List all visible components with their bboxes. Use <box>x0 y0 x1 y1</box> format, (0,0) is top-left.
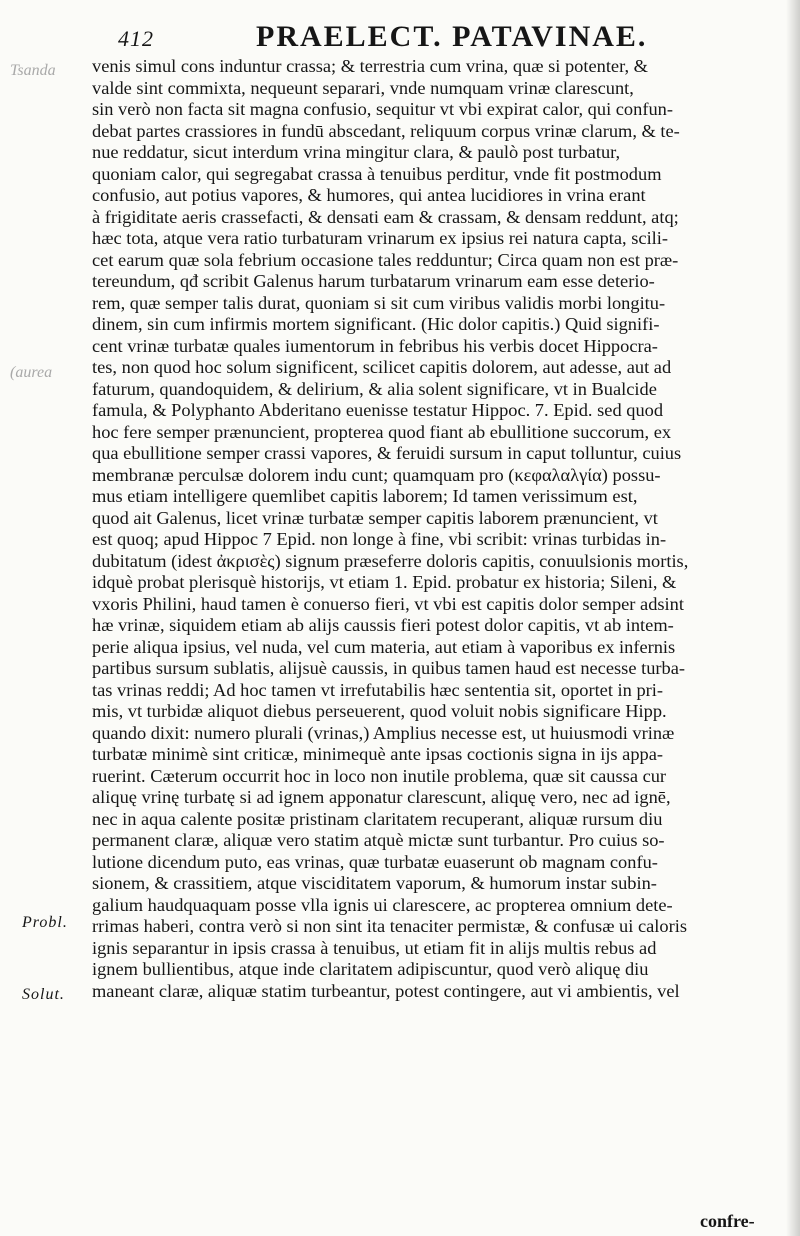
catchword: confre- <box>700 1211 755 1231</box>
text-line: lutione dicendum puto, eas vrinas, quæ turbatæ euaserunt ob magnam confu- <box>92 851 658 872</box>
text-line: quoniam calor, qui segregabat crassa à tenuibus perditur, vnde fit postmodum <box>92 163 662 184</box>
text-line: tas vrinas reddi; Ad hoc tamen vt irrefutabilis hæc sententia sit, oportet in pri- <box>92 679 663 700</box>
text-line: vxoris Philini, haud tamen è conuerso fieri, vt vbi est capitis dolor semper adsint <box>92 593 684 614</box>
text-line: venis simul cons induntur crassa; & terrestria cum vrina, quæ si potenter, & <box>92 56 648 76</box>
text-line: à frigiditate aeris crassefacti, & densati eam & crassam, & densam reddunt, atq; <box>92 206 679 227</box>
text-line: cent vrinæ turbatæ quales iumentorum in febribus his verbis docet Hippocra- <box>92 335 658 356</box>
text-line: tereundum, qđ scribit Galenus harum turbatarum vrinarum eam esse deterio- <box>92 271 655 291</box>
text-line: sin verò non facta sit magna confusio, sequitur vt vbi expirat calor, qui confun- <box>92 99 673 119</box>
text-line: turbatæ minimè sint criticæ, minimequè ante ipsas coctionis signa in ijs appa- <box>92 744 664 764</box>
text-line: ignem bullientibus, atque inde claritatem adipiscuntur, quod verò aliquę diu <box>92 959 649 979</box>
gutter-shadow <box>786 0 800 1236</box>
bleed-through-text: (aurea <box>10 364 53 381</box>
running-head <box>118 18 788 58</box>
text-line: tes, non quod hoc solum significent, scilicet capitis dolorem, aut adesse, aut ad <box>92 357 672 377</box>
text-line: galium haudquaquam posse vlla ignis ui clarescere, ac propterea omnium dete- <box>92 894 673 915</box>
text-line: mis, vt turbidæ aliquot diebus perseuerent, quod voluit nobis significare Hipp. <box>92 701 667 721</box>
text-line: mus etiam intelligere quemlibet capitis laborem; Id tamen verissimum est, <box>92 486 638 506</box>
text-line: famula, & Polyphanto Abderitano euenisse testatur Hippoc. 7. Epid. sed quod <box>92 400 664 420</box>
text-line: hæc tota, atque vera ratio turbaturam vrinarum ex ipsius rei natura capta, scili- <box>92 228 669 248</box>
text-line: est quoq; apud Hippoc 7 Epid. non longe à fine, vbi scribit: vrinas turbidas in- <box>92 529 667 549</box>
text-line: quando dixit: numero plurali (vrinas,) Amplius necesse est, ut huiusmodi vrinæ <box>92 722 675 743</box>
text-line: idquè probat plerisquè historijs, vt etiam 1. Epid. probatur ex historia; Sileni, & <box>92 572 677 592</box>
text-line: cet earum quæ sola febrium occasione tales redduntur; Circa quam non est præ- <box>92 249 679 270</box>
text-line: hæ vrinæ, siquidem etiam ab alijs caussis fieri potest dolor capitis, vt ab intem- <box>92 615 674 635</box>
text-line: quod ait Galenus, licet vrinæ turbatæ semper capitis laborem prænuncient, vt <box>92 507 658 528</box>
text-line: partibus sursum sublatis, alijsuè caussis, in quibus tamen haud est necesse turba- <box>92 658 685 678</box>
margin-note-solution: Solut. <box>22 986 65 1003</box>
text-line: faturum, quandoquidem, & delirium, & alia solent significare, vt in Bualcide <box>92 378 657 399</box>
text-line: permanent claræ, aliquæ vero statim atquè mictæ sunt turbantur. Pro cuius so- <box>92 830 665 850</box>
text-line: sionem, & crassitiem, atque visciditatem vaporum, & humorum instar subin- <box>92 873 657 893</box>
text-line: hoc fere semper prænuncient, propterea quod fiant ab ebullitione succorum, ex <box>92 421 672 442</box>
running-title: PRAELECT. PATAVINAE. <box>256 20 648 53</box>
margin-note-problem: Probl. <box>22 914 68 931</box>
text-line: ignis separantur in ipsis crassa à tenuibus, ut etiam fit in alijs multis rebus ad <box>92 937 657 958</box>
text-line: rem, quæ semper talis durat, quoniam si sit cum viribus validis morbi longitu- <box>92 292 666 313</box>
text-line: confusio, aut potius vapores, & humores, qui antea lucidiores in vrina erant <box>92 185 646 205</box>
text-line: nec in aqua calente positæ pristinam claritatem recuperant, aliquæ rursum diu <box>92 808 663 829</box>
text-line: valde sint commixta, nequeunt separari, vnde numquam vrinæ clarescunt, <box>92 77 634 98</box>
text-line: qua ebullitione semper crassi vapores, & feruidi sursum in caput tolluntur, cuius <box>92 443 682 463</box>
text-line: rrimas haberi, contra verò si non sint ita tenaciter permistæ, & confusæ ui caloris <box>92 916 687 936</box>
text-line: ruerint. Cæterum occurrit hoc in loco non inutile problema, quæ sit caussa cur <box>92 765 667 786</box>
text-line: dubitatum (idest ἀκρισὲς) signum præseferre doloris capitis, conuulsionis mortis, <box>92 550 689 571</box>
text-line: membranæ perculsæ dolorem indu cunt; quamquam pro (κεφαλαλγία) possu- <box>92 464 661 485</box>
text-column <box>92 56 784 1002</box>
text-line: dinem, sin cum infirmis mortem significant. (Hic dolor capitis.) Quid signifi- <box>92 314 660 334</box>
text-line: maneant claræ, aliquæ statim turbeantur, potest contingere, aut vi ambientis, vel <box>92 980 680 1001</box>
bleed-through-text: Tsanda <box>10 62 56 79</box>
text-line: aliquę vrinę turbatę si ad ignem apponatur clarescunt, aliquę vero, nec ad ignē, <box>92 787 671 807</box>
text-line: nue reddatur, sicut interdum vrina mingitur clara, & paulò post turbatur, <box>92 142 621 162</box>
page-number: 412 <box>118 26 154 51</box>
text-line: perie aliqua ipsius, vel nuda, vel cum materia, aut etiam à vaporibus ex infernis <box>92 636 676 657</box>
text-line: debat partes crassiores in fundū abscedant, reliquum corpus vrinæ clarum, & te- <box>92 120 680 141</box>
